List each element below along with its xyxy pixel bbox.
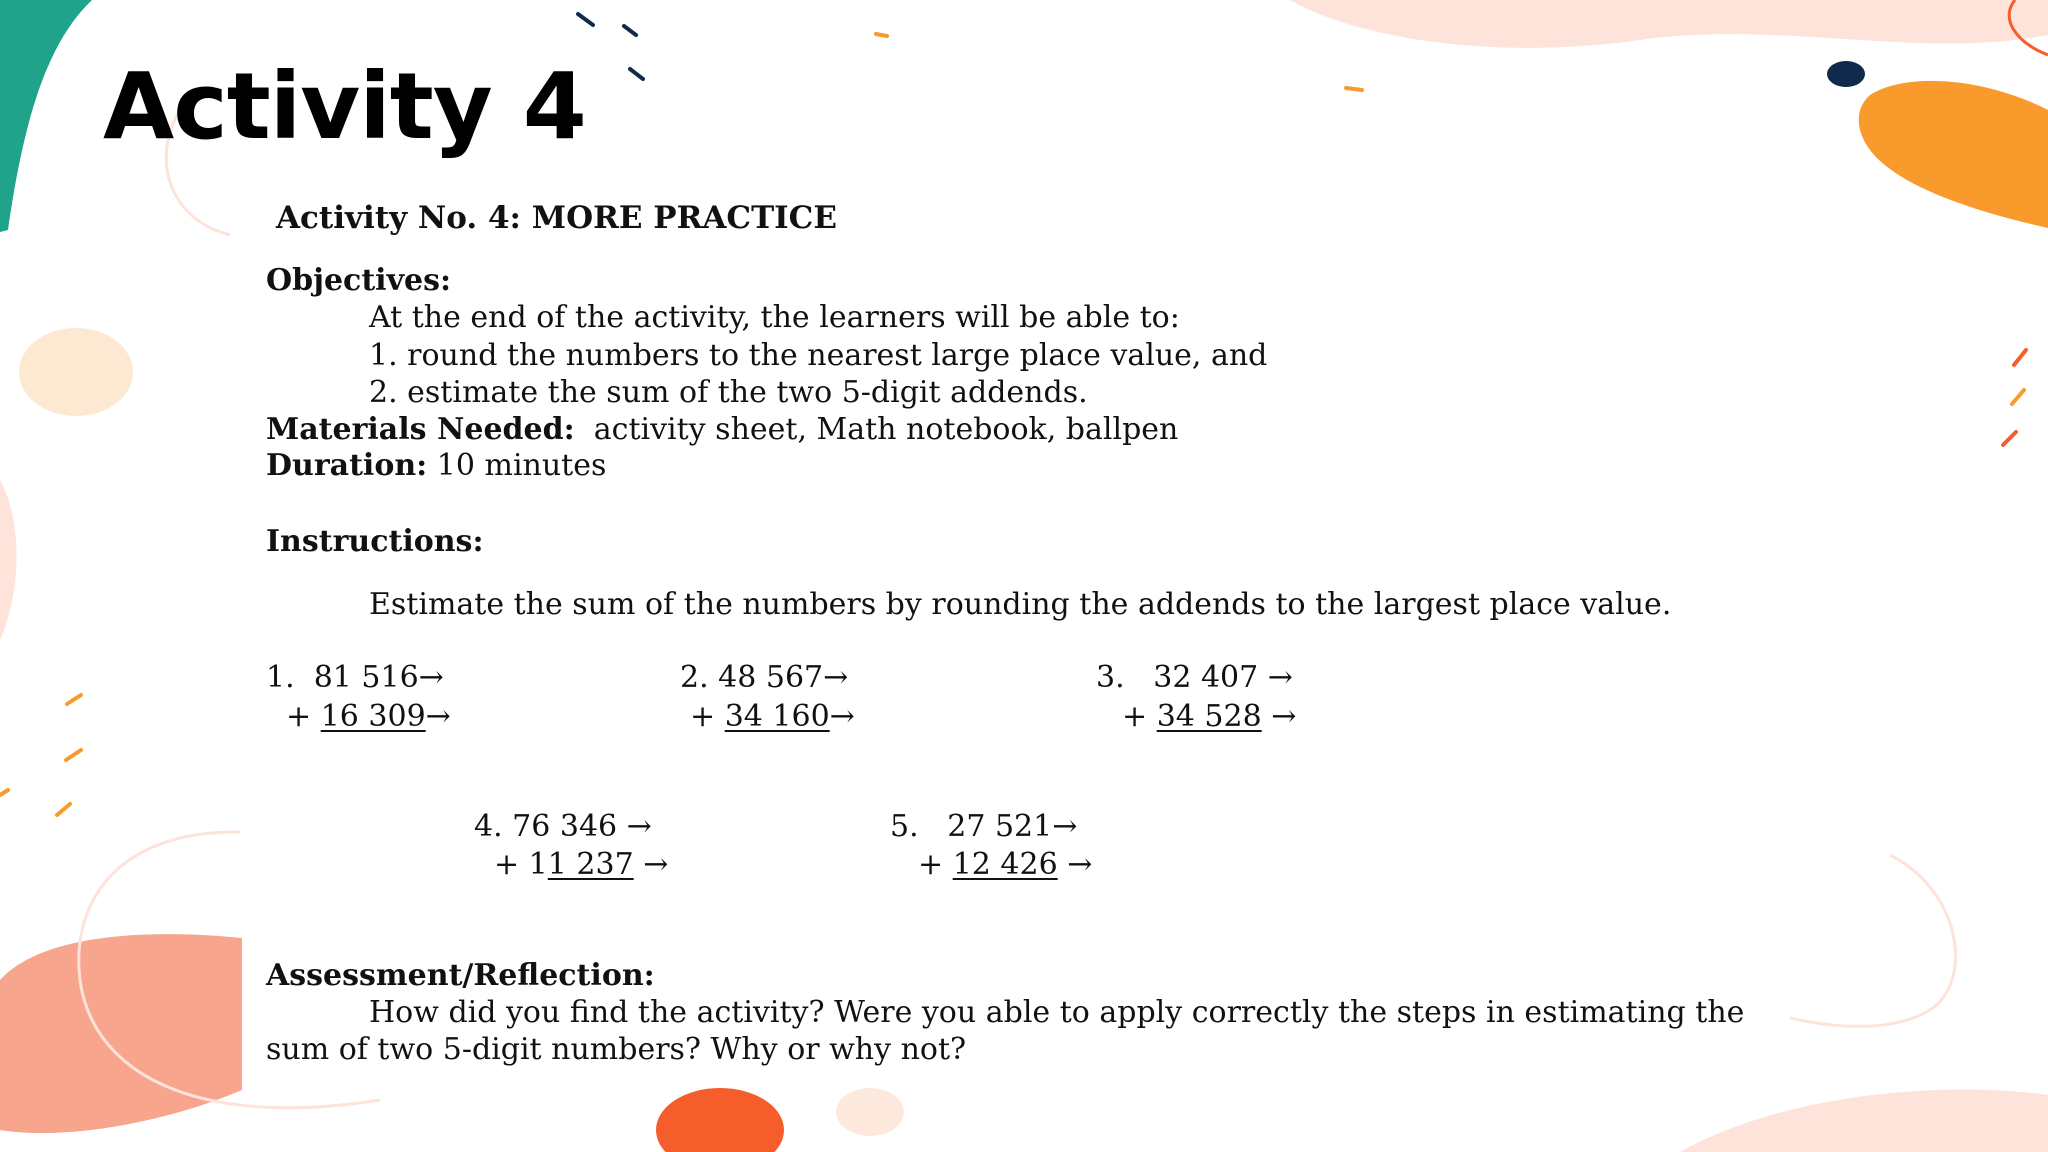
activity-heading: Activity No. 4: MORE PRACTICE xyxy=(276,200,837,236)
objectives-label: Objectives: xyxy=(266,263,452,298)
problem-4-bottom xyxy=(494,847,668,883)
assessment-line-1: How did you find the activity? Were you able to apply correctly the steps in estimating the xyxy=(369,995,1745,1030)
plus-sign: + xyxy=(918,847,944,882)
plus-sign: + xyxy=(1122,699,1148,734)
peach-blob-bottom-right xyxy=(1680,1090,2048,1152)
arrow: → xyxy=(1067,847,1093,882)
cream-blob-left xyxy=(19,328,133,416)
assessment-label: Assessment/Reflection: xyxy=(266,958,655,993)
duration-value: 10 minutes xyxy=(436,448,607,483)
navy-dot xyxy=(1827,61,1865,87)
duration-line xyxy=(266,448,606,484)
problem-addend-bottom: 16 309 xyxy=(320,699,426,734)
problem-number: 3. xyxy=(1096,660,1125,695)
materials-label: Materials Needed: xyxy=(266,412,575,447)
teal-blob-top-left xyxy=(0,0,92,232)
arrow: → xyxy=(425,699,451,734)
problem-addend-top: 76 346 → xyxy=(512,809,652,844)
problem-3-top xyxy=(1096,660,1293,696)
problem-number: 2. xyxy=(680,660,709,695)
problem-addend-bottom: 34 160 xyxy=(724,699,830,734)
problem-1-top xyxy=(266,660,444,696)
problem-5-top xyxy=(890,809,1077,845)
plus-sign: + 1 xyxy=(494,847,548,882)
problem-3-bottom xyxy=(1122,699,1296,735)
plus-sign: + xyxy=(286,699,312,734)
salmon-blob-bottom-left xyxy=(0,934,242,1133)
arrow: → xyxy=(1271,699,1297,734)
assessment-line-2: sum of two 5-digit numbers? Why or why not? xyxy=(266,1032,967,1067)
red-orange-blob-bottom xyxy=(656,1088,784,1152)
orange-blob-top-right xyxy=(1859,81,2048,228)
arrow: → xyxy=(643,847,669,882)
instructions-text: Estimate the sum of the numbers by rounding the addends to the largest place value. xyxy=(369,587,1672,622)
problem-addend-bottom: 1 237 xyxy=(547,847,634,882)
instructions-label: Instructions: xyxy=(266,524,484,559)
objective-item-2: 2. estimate the sum of the two 5-digit addends. xyxy=(369,375,1088,410)
problem-addend-bottom: 12 426 xyxy=(952,847,1058,882)
objective-item-1: 1. round the numbers to the nearest large place value, and xyxy=(369,338,1268,373)
problem-addend-top: 81 516→ xyxy=(313,660,444,695)
outline-arc-right xyxy=(1790,855,1956,1026)
slide-title: Activity 4 xyxy=(103,53,586,160)
materials-value: activity sheet, Math notebook, ballpen xyxy=(593,412,1179,447)
problem-1-bottom xyxy=(286,699,451,735)
peach-blob-top-right xyxy=(1290,0,2048,48)
problem-addend-top: 32 407 → xyxy=(1153,660,1293,695)
materials-line xyxy=(266,412,1178,448)
objectives-intro: At the end of the activity, the learners will be able to: xyxy=(369,300,1180,335)
problem-5-bottom xyxy=(918,847,1092,883)
problem-4-top xyxy=(474,809,652,845)
duration-label: Duration: xyxy=(266,448,428,483)
arrow: → xyxy=(829,699,855,734)
problem-2-top xyxy=(680,660,848,696)
peach-sliver-left xyxy=(0,480,17,640)
problem-number: 5. xyxy=(890,809,919,844)
problem-addend-bottom: 34 528 xyxy=(1156,699,1262,734)
problem-2-bottom xyxy=(690,699,855,735)
peach-dot-bottom xyxy=(836,1088,904,1136)
problem-addend-top: 48 567→ xyxy=(718,660,849,695)
activity-sheet xyxy=(242,190,1802,1090)
problem-addend-top: 27 521→ xyxy=(947,809,1078,844)
plus-sign: + xyxy=(690,699,716,734)
problem-number: 4. xyxy=(474,809,503,844)
problem-number: 1. xyxy=(266,660,295,695)
